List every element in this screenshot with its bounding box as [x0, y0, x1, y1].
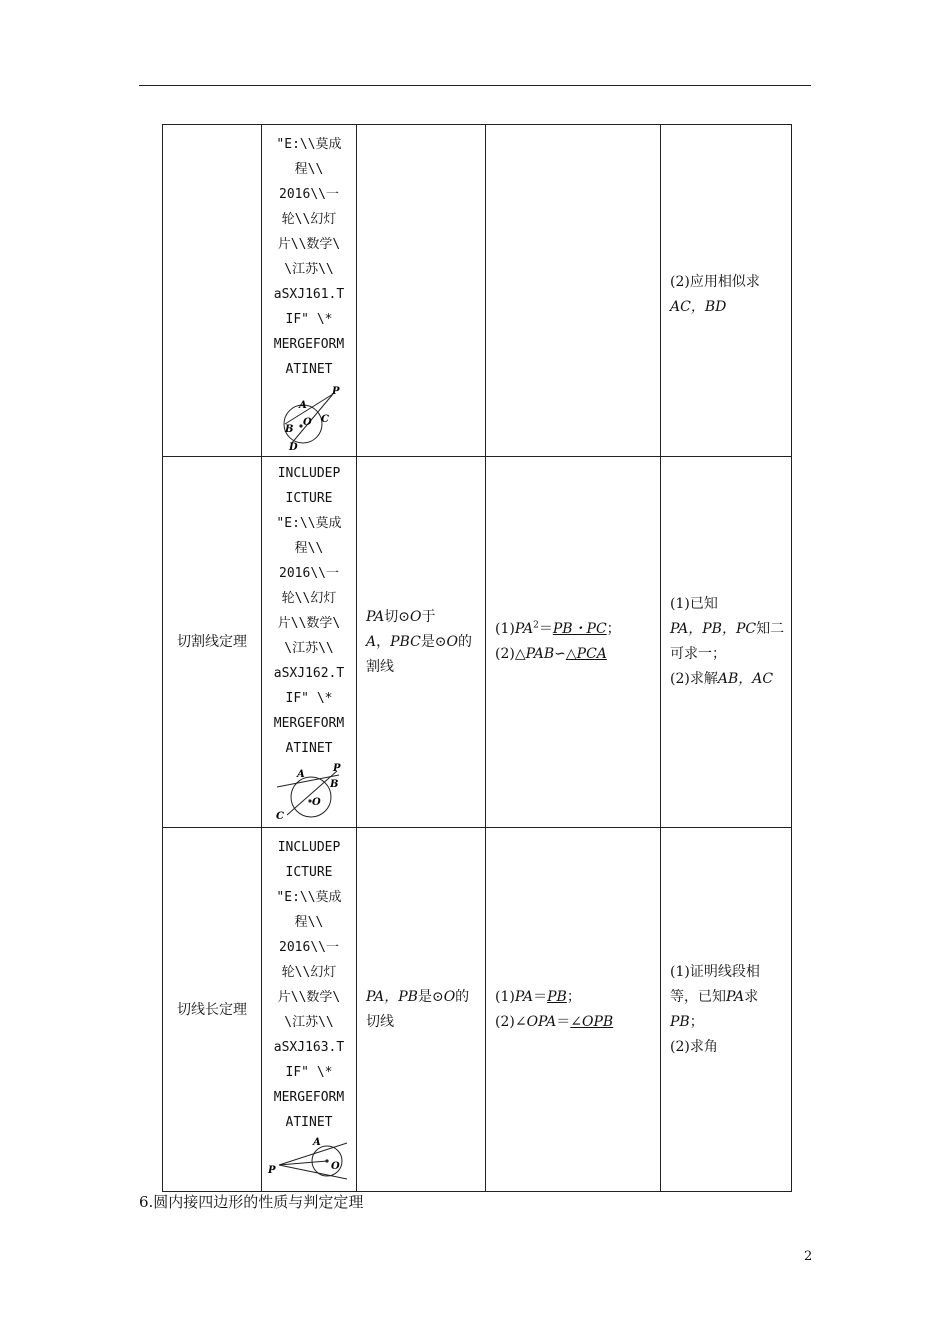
condition-cell: [357, 125, 486, 457]
conclusion-cell: [486, 125, 661, 457]
svg-text:A: A: [299, 399, 307, 411]
secant-figure: [262, 384, 356, 450]
svg-text:D: D: [289, 441, 298, 450]
condition-cell: PA，PB是⊙O的 切线: [357, 828, 486, 1192]
table-row: [163, 125, 792, 457]
svg-text:P: P: [332, 385, 340, 397]
svg-text:B: B: [330, 779, 339, 790]
svg-text:O: O: [331, 1160, 340, 1172]
field-code-text: "E:\\莫成 程\\ 2016\\一 轮\\幻灯 片\\数学\ \江苏\\ aSXJ161.T IF" \* MERGEFORM ATINET: [273, 136, 345, 377]
theorem-name-cell: [163, 125, 262, 457]
tangent-length-figure: [262, 1137, 356, 1185]
figure-cell: [262, 828, 357, 1192]
page-number: 2: [804, 1249, 813, 1264]
theorem-name: 切割线定理: [177, 634, 247, 650]
table-row: [163, 457, 792, 828]
svg-text:C: C: [276, 811, 284, 822]
svg-text:P: P: [333, 763, 341, 774]
application-cell: (1)证明线段相 等，已知PA求 PB； (2)求角: [661, 828, 792, 1192]
svg-text:A: A: [297, 769, 305, 780]
theorem-table: [162, 124, 792, 1192]
field-code-text: INCLUDEP ICTURE "E:\\莫成 程\\ 2016\\一 轮\\幻灯 片\\数学\ \江苏\\ aSXJ162.T IF" \* MERGEFORM ATINET: [273, 466, 345, 756]
table-row: [163, 828, 792, 1192]
theorem-name: 切线长定理: [177, 1001, 247, 1018]
tangent-secant-figure: [262, 763, 356, 823]
figure-cell: [262, 125, 357, 457]
section-heading: 6.圆内接四边形的性质与判定定理: [139, 1193, 364, 1211]
conclusion-cell: $(1)PA^2=PB$・PC； (2)△PAB∽△PCA: [486, 457, 661, 828]
theorem-name-cell: [163, 828, 262, 1192]
application-cell: (2)应用相似求 AC，BD: [661, 125, 792, 457]
svg-text:P: P: [268, 1164, 276, 1176]
theorem-name-cell: [163, 457, 262, 828]
svg-text:B: B: [285, 423, 294, 435]
conclusion-cell: (1)PA＝PB； (2)∠OPA＝∠OPB: [486, 828, 661, 1192]
svg-text:O: O: [312, 797, 321, 808]
svg-text:C: C: [321, 413, 329, 425]
svg-text:A: A: [313, 1136, 321, 1148]
header-rule: [139, 85, 811, 86]
application-cell: (1)已知 PA，PB，PC知二 可求一； (2)求解AB，AC: [661, 457, 792, 828]
field-code-text: INCLUDEP ICTURE "E:\\莫成 程\\ 2016\\一 轮\\幻灯 片\\数学\ \江苏\\ aSXJ163.T IF" \* MERGEFORM ATINET: [273, 839, 345, 1130]
condition-cell: PA切⊙O于 A，PBC是⊙O的 割线: [357, 457, 486, 828]
svg-text:O: O: [303, 416, 312, 428]
figure-cell: [262, 457, 357, 828]
